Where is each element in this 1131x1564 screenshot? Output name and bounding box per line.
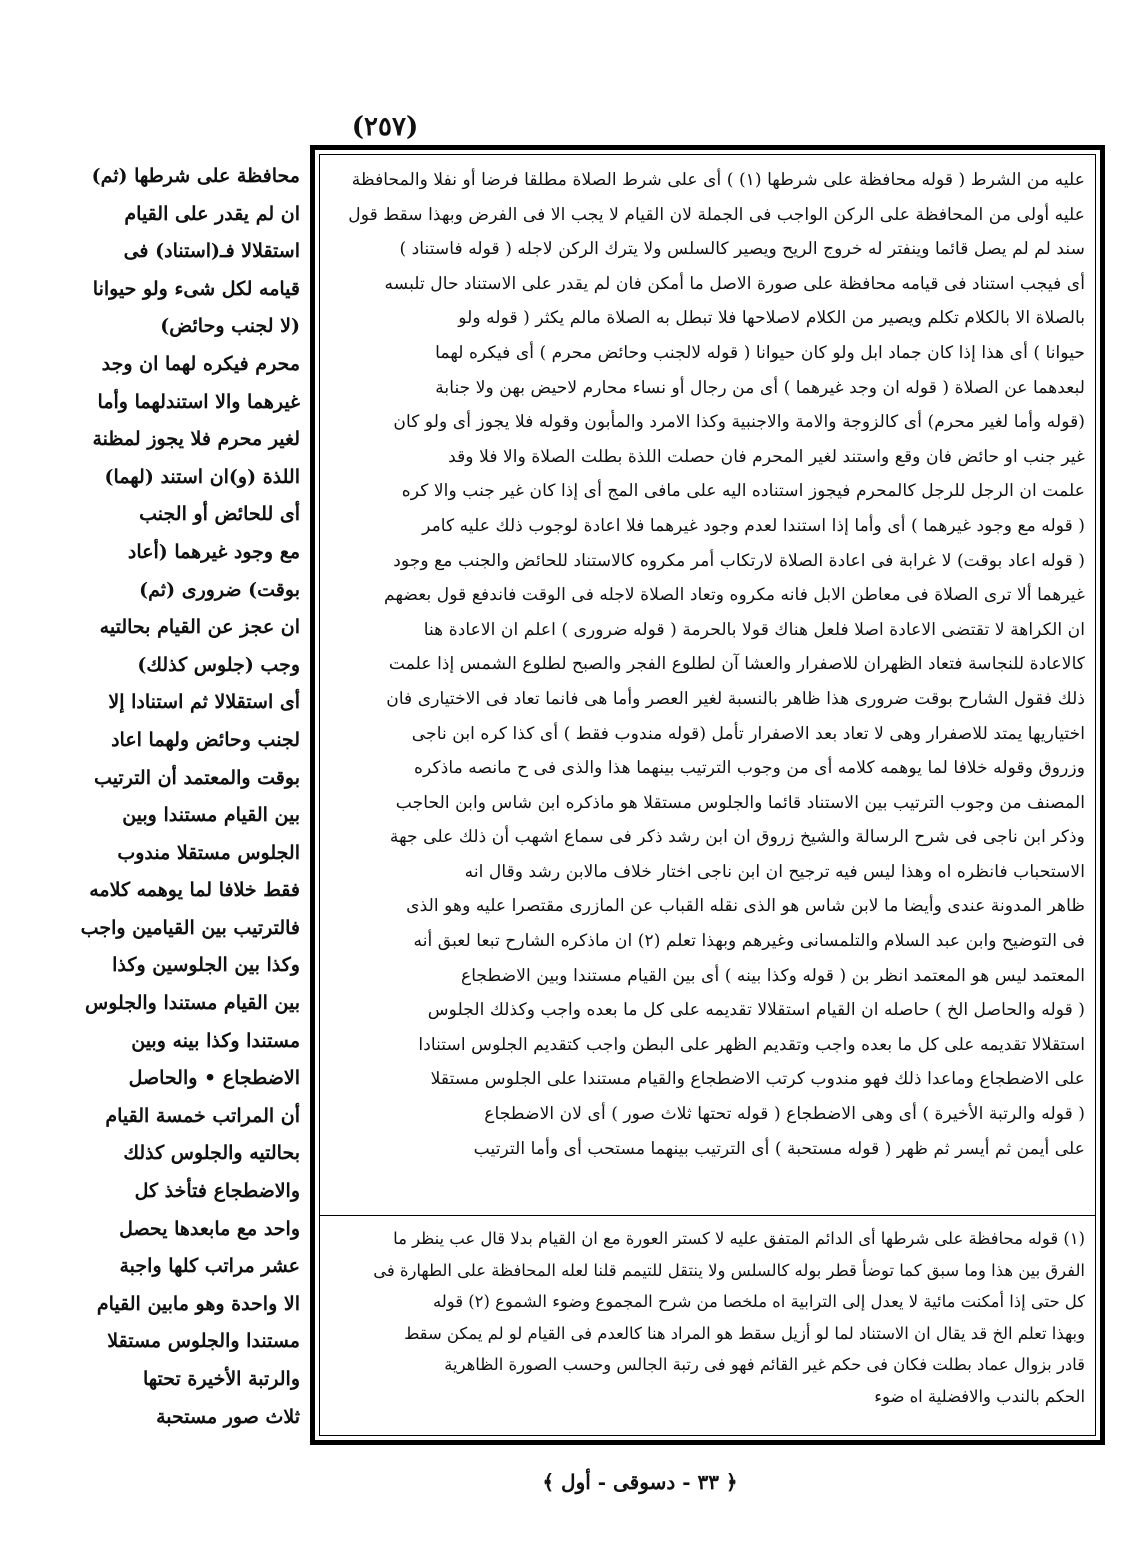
margin-text-line: واحد مع مابعدها يحصل bbox=[119, 1217, 300, 1240]
page-number: (٢٥٧) bbox=[351, 112, 419, 142]
main-frame bbox=[310, 145, 1105, 1445]
margin-text-line: محافظة على شرطها (ثم) bbox=[91, 165, 300, 187]
main-text-line: وزروق وقوله خلافا لما يوهمه كلامه أى من وجوب الترتيب بينهما هذا والذى فى ح مانصه ماذكره bbox=[414, 758, 1085, 779]
margin-text-line: ان عجز عن القيام بحالتيه bbox=[99, 616, 300, 639]
margin-text-column bbox=[18, 158, 300, 1448]
margin-text-line: بوقت والمعتمد أن الترتيب bbox=[94, 766, 300, 789]
main-text-line: المصنف من وجوب الترتيب بين الاستناد قائما والجلوس مستقلا هو ماذكره ابن شاس وابن الحاجب bbox=[395, 792, 1085, 813]
footnote-line: الحكم بالندب والافضلية اه ضوء bbox=[874, 1386, 1085, 1406]
main-text-line: (قوله وأما لغير محرم) أى كالزوجة والامة والاجنبية وكذا الامرد والمأبون وقوله فلا يجوز أى ولو كان bbox=[393, 412, 1085, 433]
margin-text-line: بحالتيه والجلوس كذلك bbox=[123, 1142, 300, 1165]
footnote-separator bbox=[320, 1215, 1095, 1216]
margin-text-line: أى استقلالا ثم استنادا إلا bbox=[108, 691, 300, 714]
main-text-line: ( قوله والحاصل الخ ) حاصله ان القيام استقلالا تقديمه على كل ما بعده واجب وكذلك الجلوس bbox=[427, 1000, 1085, 1021]
margin-text-line: وجب (جلوس كذلك) bbox=[137, 653, 300, 676]
main-commentary-text bbox=[330, 163, 1085, 1203]
main-text-line: ظاهر المدونة عندى وأيضا ما لابن شاس هو الذى نقله القباب عن المازرى مقتصرا عليه وهو الذى bbox=[406, 896, 1085, 917]
footnote-line: وبهذا تعلم الخ قد يقال ان الاستناد لما لو أزيل سقط هو المراد هنا كالعدم فى القيام لو لم يمكن سقط bbox=[404, 1323, 1085, 1343]
main-text-line: عليه من الشرط ( قوله محافظة على شرطها (١) ) أى على شرط الصلاة مطلقا فرضا أو نفلا والمحافظة bbox=[351, 170, 1085, 190]
footnote-line: كل حتى إذا أمكنت مائية لا يعدل إلى الترابية اه ملخصا من شرح المجموع وضوء الشموع (٢) قوله bbox=[432, 1292, 1085, 1311]
margin-text-line: بين القيام مستندا وبين bbox=[122, 804, 300, 827]
main-text-line: سند لم لم يصل قائما وينفتر له خروج الريح ويصير كالسلس ولا يترك الركن لاجله ( قوله فاستناد ) bbox=[399, 239, 1085, 260]
main-text-line: ذلك فقول الشارح بوقت ضرورى هذا ظاهر بالنسبة لغير العصر وأما هى فانما تعاد فى الاختيارى فان bbox=[386, 688, 1085, 709]
margin-text-line: عشر مراتب كلها واجبة bbox=[119, 1255, 300, 1278]
margin-text-line: الا واحدة وهو مابين القيام bbox=[96, 1292, 300, 1315]
main-text-line: الاستحباب فانظره اه وهذا ليس فيه ترجيح ان ابن ناجى اختار خلاف مالابن رشد وقال انه bbox=[464, 861, 1085, 882]
margin-text-line: وكذا بين الجلوسين وكذا bbox=[112, 954, 300, 977]
footnote-line: قادر بزوال عماد بطلت فكان فى حكم غير القائم فهو فى رتبة الجالس وحسب الصورة الظاهرية bbox=[444, 1355, 1085, 1374]
main-text-line: ( قوله مع وجود غيرهما ) أى وأما إذا استندا لعدم وجود غيرهما فلا اعادة لوجوب ذلك عليه كامر bbox=[422, 515, 1085, 536]
margin-text-line: بين القيام مستندا والجلوس bbox=[85, 992, 300, 1015]
main-text-line: فى التوضيح وابن عبد السلام والتلمسانى وغيرهم وبهذا تعلم (٢) ان ماذكره الشارح تبعا لعبق أنه bbox=[413, 931, 1085, 952]
main-text-line: ( قوله اعاد بوقت) لا غرابة فى اعادة الصلاة لارتكاب أمر مكروه كالاستناد للحائض والجنب مع وجود bbox=[393, 550, 1085, 571]
margin-text-line: فالترتيب بين القيامين واجب bbox=[80, 916, 300, 939]
main-text-line: استقلالا تقديمه على كل ما بعده واجب وتقديم الظهر على البطن واجب كتقديم الجلوس استنادا bbox=[418, 1034, 1085, 1055]
running-footer: ﴿ ٣٣ - دسوقى - أول ﴾ bbox=[542, 1470, 738, 1494]
main-text-line: كالاعادة للنجاسة فتعاد الظهران للاصفرار والعشا آن لطلوع الفجر والصبح لطلوع الشمس إذا علمت bbox=[388, 654, 1085, 675]
margin-text-line: مع وجود غيرهما (أعاد bbox=[127, 540, 300, 563]
margin-text-line: والاضطجاع فتأخذ كل bbox=[134, 1180, 300, 1203]
margin-text-line: (لا لجنب وحائض) bbox=[160, 315, 300, 338]
main-text-line: حيوانا ) أى هذا إذا كان جماد ابل ولو كان حيوانا ( قوله لالجنب وحائض محرم ) أى فيكره لهما bbox=[435, 342, 1085, 363]
margin-text-line: مستندا وكذا بينه وبين bbox=[131, 1029, 300, 1052]
footnote-line: (١) قوله محافظة على شرطها أى الدائم المتفق عليه لا كستر العورة مع ان القيام بدلا قال عب ينظر ما bbox=[393, 1229, 1085, 1248]
margin-text-line: الاضطجاع • والحاصل bbox=[128, 1067, 300, 1090]
main-text-line: علمت ان الرجل للرجل كالمحرم فيجوز استناده اليه على مافى المج أى إذا كان غير جنب والا كره bbox=[401, 481, 1085, 502]
margin-text-line: محرم فيكره لهما ان وجد bbox=[101, 352, 300, 375]
main-text-line: ( قوله والرتبة الأخيرة ) أى وهى الاضطجاع ( قوله تحتها ثلاث صور ) أى لان الاضطجاع bbox=[484, 1104, 1085, 1125]
margin-text-line: الجلوس مستقلا مندوب bbox=[117, 841, 300, 864]
main-text-line: على أيمن ثم أيسر ثم ظهر ( قوله مستحبة ) أى الترتيب بينهما مستحب أى وأما الترتيب bbox=[473, 1138, 1085, 1159]
main-text-line: وذكر ابن ناجى فى شرح الرسالة والشيخ زروق ان ابن رشد ذكر فى سماع اشهب أن ذلك على جهة bbox=[389, 827, 1085, 848]
margin-text-line: غيرهما والا استندلهما وأما bbox=[97, 390, 300, 413]
main-text-line: ان الكراهة لا تقتضى الاعادة اصلا فلعل هناك قولا بالحرمة ( قوله ضرورى ) اعلم ان الاعادة هنا bbox=[423, 619, 1085, 640]
frame-inner-border bbox=[319, 154, 1096, 1436]
main-text-line: غيرهما ألا ترى الصلاة فى معاطن الابل فانه مكروه وتعاد الصلاة لاجله فى الوقت فاندفع قول بعضهم bbox=[384, 585, 1085, 606]
main-text-line: بالصلاة الا بالكلام تكلم ويصير من الكلام لاصلاحها فلا تبطل به الصلاة مالم يكثر ( قوله ولو bbox=[458, 308, 1085, 329]
margin-text-line: فقط خلافا لما يوهمه كلامه bbox=[89, 879, 300, 902]
margin-text-line: والرتبة الأخيرة تحتها bbox=[142, 1368, 300, 1390]
margin-text-line: لجنب وحائض ولهما اعاد bbox=[111, 728, 300, 751]
footnotes bbox=[330, 1223, 1085, 1429]
margin-text-line: استقلالا فـ(استناد) فى bbox=[123, 240, 300, 263]
margin-text-line: مستندا والجلوس مستقلا bbox=[107, 1330, 300, 1353]
margin-text-line: اللذة (و)ان استند (لهما) bbox=[104, 465, 300, 488]
margin-text-line: بوقت) ضرورى (ثم) bbox=[139, 578, 300, 601]
main-text-line: غير جنب او حائض فان وقع واستند لغير المحرم فان حصلت اللذة بطلت الصلاة والا فلا وقد bbox=[448, 446, 1085, 467]
margin-text-line: ان لم يقدر على القيام bbox=[124, 202, 300, 225]
margin-text-line: ثلاث صور مستحبة bbox=[156, 1405, 300, 1428]
margin-text-line: لغير محرم فلا يجوز لمظنة bbox=[92, 428, 300, 451]
main-text-line: المعتمد ليس هو المعتمد انظر بن ( قوله وكذا بينه ) أى بين القيام مستندا وبين الاضطجاع bbox=[460, 965, 1085, 986]
margin-text-line: قيامه لكل شىء ولو حيوانا bbox=[92, 277, 300, 300]
main-text-line: عليه أولى من المحافظة على الركن الواجب فى الجملة لان القيام لا يجب الا فى الفرض وبهذا سقط قول bbox=[348, 204, 1085, 225]
main-text-line: أى فيجب استناد فى قيامه محافظة على صورة الاصل ما أمكن فان لم يقدر على الاستناد حال تلبسه bbox=[384, 273, 1085, 294]
main-text-line: على الاضطجاع وماعدا ذلك فهو مندوب كرتب الاضطجاع والقيام مستندا على الجلوس مستقلا bbox=[430, 1069, 1085, 1090]
main-text-line: لبعدهما عن الصلاة ( قوله ان وجد غيرهما ) أى من رجال أو نساء محارم لاحيض بهن ولا جنابة bbox=[435, 377, 1085, 398]
margin-text-line: أى للحائض أو الجنب bbox=[139, 503, 300, 526]
margin-text-line: أن المراتب خمسة القيام bbox=[105, 1104, 300, 1127]
main-text-line: اختياريها يمتد للاصفرار وهى لا تعاد بعد الاصفرار تأمل (قوله مندوب فقط ) أى كذا كره ابن ناجى bbox=[411, 723, 1085, 744]
footnote-line: الفرق بين هذا وما سبق كما توضأ قطر بوله كالسلس ولا ينتقل للتيمم قلنا لعله المحافظة على الطهارة فى bbox=[373, 1260, 1085, 1280]
